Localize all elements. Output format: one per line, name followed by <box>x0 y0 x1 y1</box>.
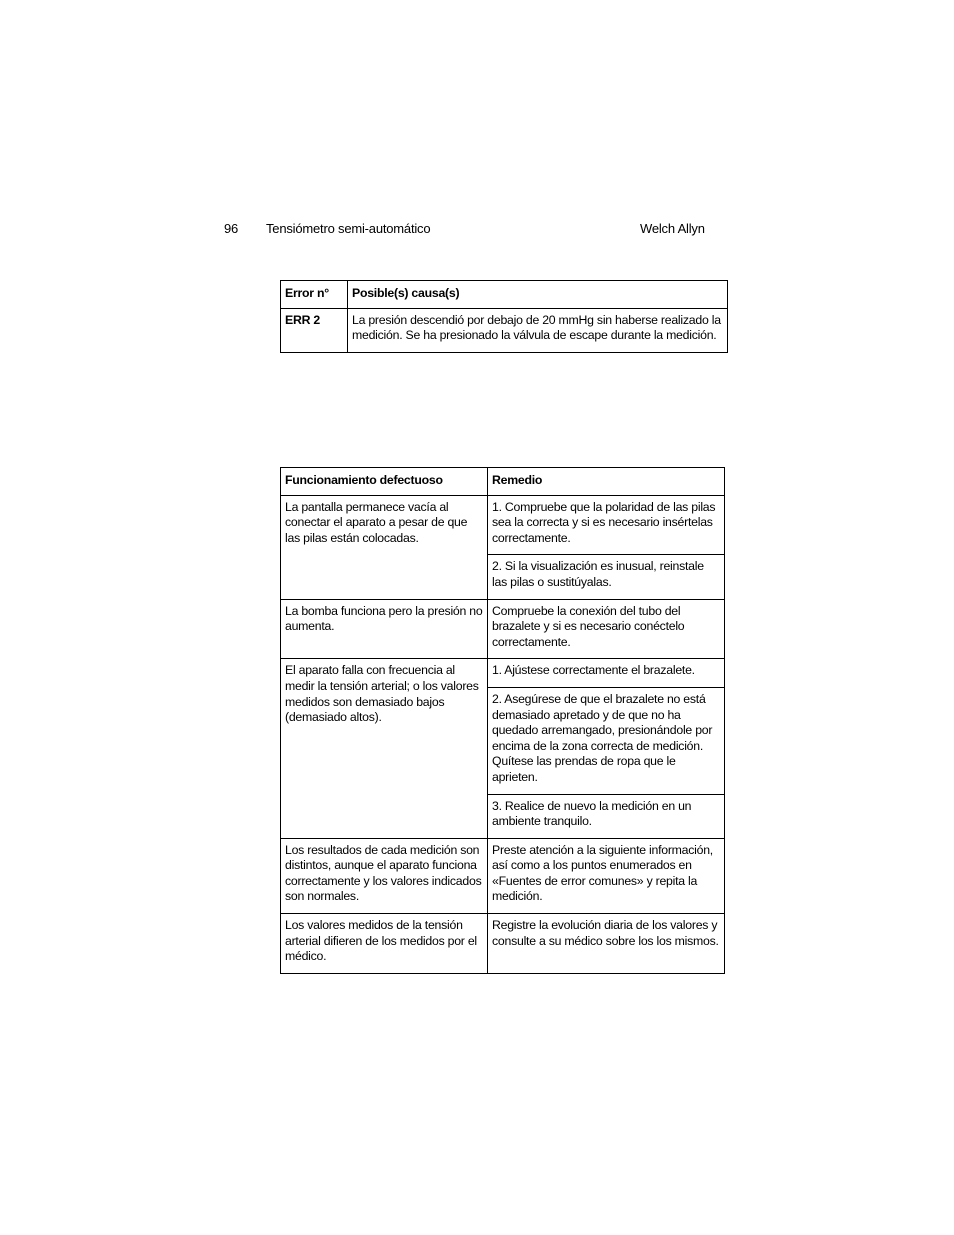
remedy-cell: 2. Asegúrese de que el brazalete no está demasiado apretado y de que no ha quedado arremangado, presionándole por encima de la zona correcta de medición. Quítese las prendas de ropa que le aprieten. <box>488 687 725 794</box>
remedy-cell: 1. Compruebe que la polaridad de las pilas sea la correcta y si es necesario insértelas correctamente. <box>488 495 725 555</box>
malfunction-cell: El aparato falla con frecuencia al medir la tensión arterial; o los valores medidos son demasiado bajos (demasiado altos). <box>281 659 488 838</box>
error-table <box>280 280 728 353</box>
remedy-cell: Registre la evolución diaria de los valores y consulte a su médico sobre los los mismos. <box>488 914 725 974</box>
malfunction-cell: La bomba funciona pero la presión no aumenta. <box>281 599 488 659</box>
malfunction-cell: Los valores medidos de la tensión arterial difieren de los medidos por el médico. <box>281 914 488 974</box>
table-row <box>281 659 725 688</box>
table-row <box>281 914 725 974</box>
remedy-cell: 3. Realice de nuevo la medición en un ambiente tranquilo. <box>488 794 725 838</box>
document-title: Tensiómetro semi-automático <box>266 221 431 236</box>
column-header-remedy: Remedio <box>488 468 725 496</box>
table-header-row <box>281 468 725 496</box>
error-code: ERR 2 <box>281 308 348 352</box>
remedy-cell: 2. Si la visualización es inusual, reinstale las pilas o sustitúyalas. <box>488 555 725 599</box>
column-header-possible-causes: Posible(s) causa(s) <box>348 281 728 309</box>
malfunction-cell: Los resultados de cada medición son distintos, aunque el aparato funciona correctamente y los valores indicados son normales. <box>281 838 488 913</box>
table-row <box>281 495 725 555</box>
remedy-cell: 1. Ajústese correctamente el brazalete. <box>488 659 725 688</box>
error-cause: La presión descendió por debajo de 20 mmHg sin haberse realizado la medición. Se ha presionado la válvula de escape durante la medición. <box>348 308 728 352</box>
malfunction-cell: La pantalla permanece vacía al conectar el aparato a pesar de que las pilas están colocadas. <box>281 495 488 599</box>
remedy-cell: Preste atención a la siguiente información, así como a los puntos enumerados en «Fuentes de error comunes» y repita la medición. <box>488 838 725 913</box>
column-header-malfunction: Funcionamiento defectuoso <box>281 468 488 496</box>
table-row <box>281 599 725 659</box>
table-row <box>281 308 728 352</box>
page-number: 96 <box>224 221 239 236</box>
brand-name: Welch Allyn <box>640 221 705 236</box>
table-header-row <box>281 281 728 309</box>
malfunction-table <box>280 467 725 974</box>
column-header-error-number: Error n° <box>281 281 348 309</box>
table-row <box>281 838 725 913</box>
remedy-cell: Compruebe la conexión del tubo del brazalete y si es necesario conéctelo correctamente. <box>488 599 725 659</box>
